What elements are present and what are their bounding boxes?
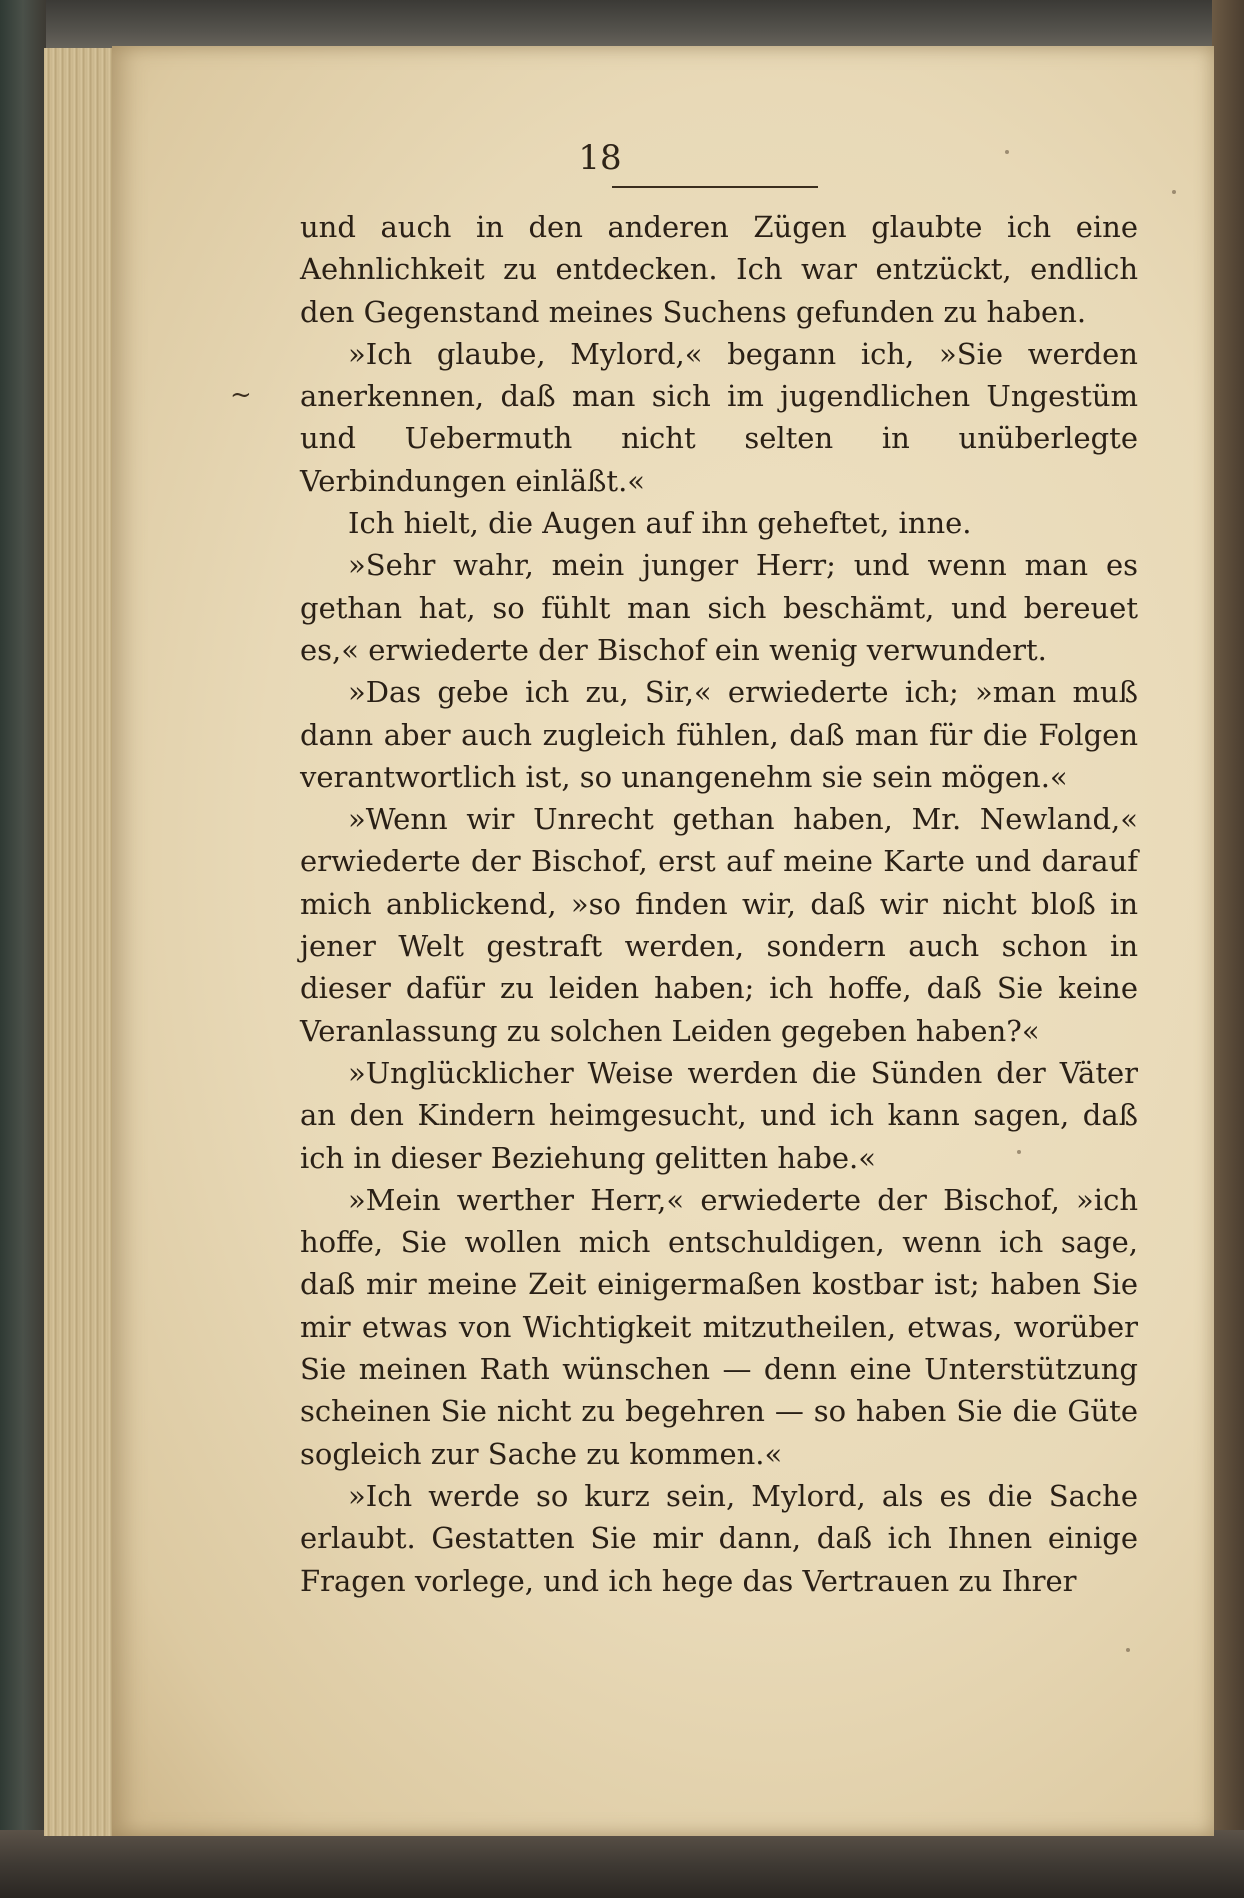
page-number: 18 — [578, 138, 622, 178]
paper-speck — [1017, 1150, 1021, 1154]
book-cover-top — [0, 0, 1244, 52]
paragraph: Ich hielt, die Augen auf ihn geheftet, inne. — [348, 506, 972, 541]
book-spine-edge — [0, 0, 46, 1898]
paragraph: »Unglücklicher Weise werden die Sünden der Väter an den Kindern heimgesucht, und ich kann sagen, daß ich in dieser Beziehung gelitten habe.« — [300, 1055, 1138, 1175]
header-rule — [612, 186, 818, 188]
margin-mark: ~ — [230, 380, 252, 410]
page-stack-edges — [44, 48, 116, 1836]
paragraph: »Das gebe ich zu, Sir,« erwiederte ich; »man muß dann aber auch zugleich fühlen, daß man für die Folgen verantwortlich ist, so unangenehm sie sein mögen.« — [300, 675, 1138, 794]
paper-speck — [1126, 1648, 1130, 1652]
paper-speck — [1172, 190, 1176, 194]
paragraph: »Ich werde so kurz sein, Mylord, als es die Sache erlaubt. Gestatten Sie mir dann, daß ich Ihnen einige Fragen vorlege, und ich hege das Vertrauen zu Ihrer — [300, 1478, 1138, 1598]
paragraph: »Wenn wir Unrecht gethan haben, Mr. Newland,« erwiederte der Bischof, erst auf meine Karte und darauf mich anblickend, »so finden wir, daß wir nicht bloß in jener Welt gestraft werden, sondern auch schon in dieser dafür zu leiden haben; ich hoffe, daß Sie keine Veranlassung zu solchen Leiden gegeben haben?« — [300, 802, 1138, 1048]
paragraph: »Ich glaube, Mylord,« begann ich, »Sie werden anerkennen, daß man sich im jugendlichen Ungestüm und Uebermuth nicht selten in unüberlegte Verbindungen einläßt.« — [300, 336, 1138, 498]
paragraph: »Mein werther Herr,« erwiederte der Bischof, »ich hoffe, Sie wollen mich entschuldigen, wenn ich sage, daß mir meine Zeit einigermaßen kostbar ist; haben Sie mir etwas von Wichtigkeit mitzutheilen, etwas, worüber Sie meinen Rath wünschen — denn eine Unterstützung scheinen Sie nicht zu begehren — so haben Sie die Güte sogleich zur Sache zu kommen.« — [300, 1182, 1138, 1471]
book-cover-bottom — [0, 1830, 1244, 1898]
paragraph: »Sehr wahr, mein junger Herr; und wenn man es gethan hat, so fühlt man sich beschämt, und bereuet es,« erwiederte der Bischof ein wenig verwundert. — [300, 548, 1138, 667]
body-text — [300, 206, 1138, 1602]
paragraph: und auch in den anderen Zügen glaubte ich eine Aehnlichkeit zu entdecken. Ich war entzückt, endlich den Gegenstand meines Suchens gefunden zu haben. — [300, 210, 1138, 329]
paper-speck — [1005, 150, 1009, 154]
book-cover-right — [1212, 0, 1244, 1898]
